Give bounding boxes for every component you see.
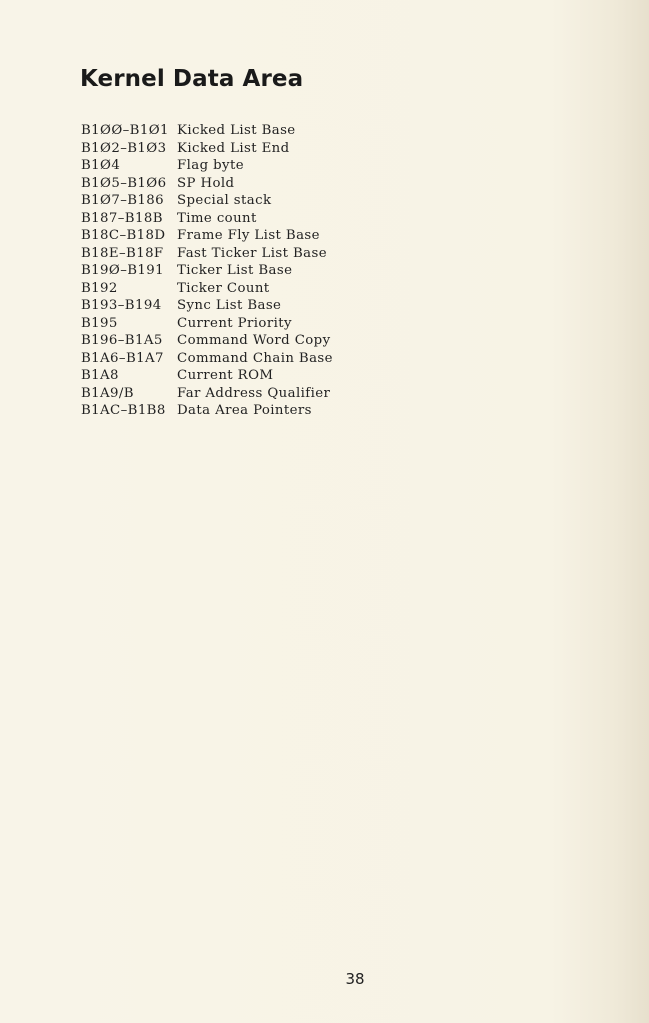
address: B1A9/B — [81, 385, 134, 401]
address: B18E–B18F — [81, 245, 164, 261]
address: B1A6–B1A7 — [81, 350, 164, 366]
address: B18C–B18D — [81, 228, 166, 243]
address: B1AC–B1B8 — [81, 403, 166, 418]
address: B1Ø5–B1Ø6 — [81, 175, 167, 191]
address: B196–B1A5 — [81, 333, 163, 348]
address: B187–B18B — [81, 210, 163, 226]
description: Far Address Qualifier — [177, 385, 331, 401]
description: Current Priority — [177, 315, 292, 331]
address: B1Ø2–B1Ø3 — [81, 140, 167, 156]
page-title: Kernel Data Area — [80, 66, 304, 92]
description: Data Area Pointers — [177, 403, 312, 418]
description: Frame Fly List Base — [177, 228, 320, 243]
address: B195 — [81, 315, 118, 331]
description: Ticker Count — [177, 280, 270, 296]
description: Current ROM — [177, 368, 274, 383]
description: Command Chain Base — [177, 350, 333, 366]
description: Command Word Copy — [177, 333, 331, 348]
address: B1Ø4 — [81, 158, 121, 173]
description: Time count — [177, 210, 257, 226]
description: Ticker List Base — [177, 263, 293, 278]
description: Sync List Base — [177, 298, 282, 313]
address: B1Ø7–B186 — [81, 193, 164, 208]
address: B193–B194 — [81, 298, 162, 313]
description: SP Hold — [177, 175, 235, 191]
description: Kicked List Base — [177, 123, 296, 138]
address: B19Ø–B191 — [81, 263, 164, 278]
description: Flag byte — [177, 158, 244, 173]
description: Kicked List End — [177, 140, 290, 156]
description: Special stack — [177, 193, 272, 208]
address: B1ØØ–B1Ø1 — [81, 123, 169, 138]
page-number: 38 — [345, 970, 365, 988]
description: Fast Ticker List Base — [177, 245, 327, 261]
address: B1A8 — [81, 368, 119, 383]
address: B192 — [81, 280, 118, 296]
